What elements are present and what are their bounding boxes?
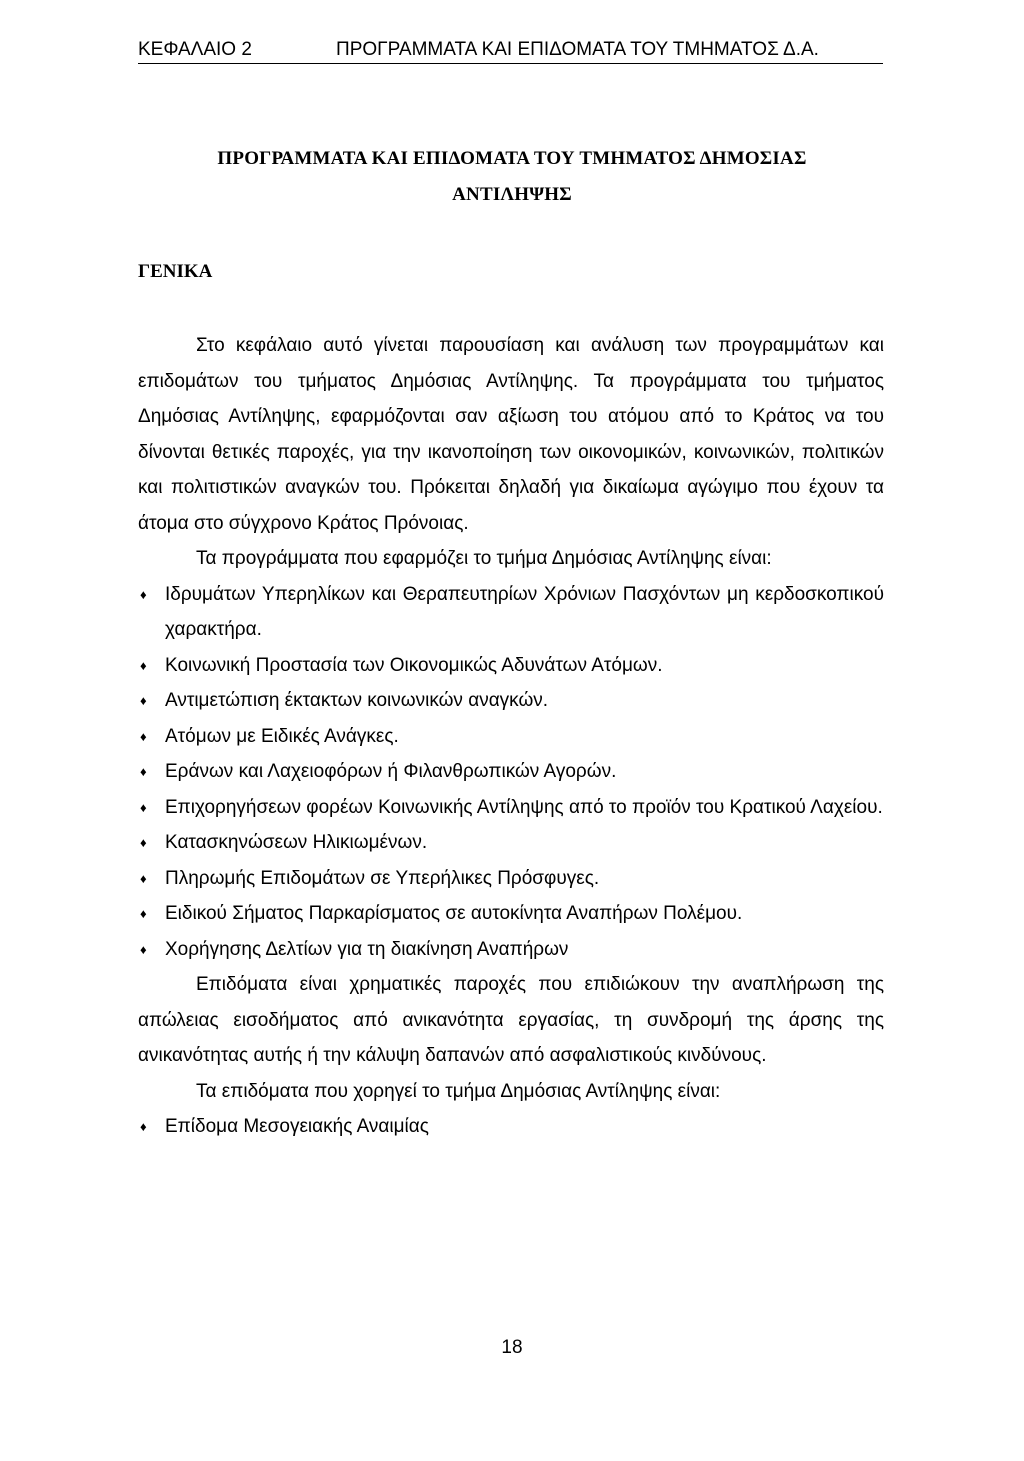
list-item-text: Επιχορηγήσεων φορέων Κοινωνικής Αντίληψης από το προϊόν του Κρατικού Λαχείου. xyxy=(165,796,883,818)
diamond-bullet-icon: ♦ xyxy=(140,657,147,673)
list-item-text: Χορήγησης Δελτίων για τη διακίνηση Αναπήρων xyxy=(165,938,569,960)
diamond-bullet-icon: ♦ xyxy=(140,693,147,708)
list-item xyxy=(138,683,884,719)
diamond-bullet-icon: ♦ xyxy=(140,835,147,850)
allowances-list xyxy=(138,1109,884,1145)
document-title-line-1: ΠΡΟΓΡΑΜΜΑΤΑ ΚΑΙ ΕΠΙΔΟΜΑΤΑ ΤΟΥ ΤΜΗΜΑΤΟΣ ΔΗΜΟΣΙΑΣ xyxy=(217,148,807,169)
list-item xyxy=(138,861,884,897)
list-item xyxy=(138,1109,884,1145)
diamond-bullet-icon: ♦ xyxy=(140,728,147,744)
page-number: 18 xyxy=(501,1337,523,1358)
list-item xyxy=(138,577,884,648)
list-item-text: Ιδρυμάτων Υπερηλίκων και Θεραπευτηρίων Χρόνιων Πασχόντων μη κερδοσκοπικού χαρακτήρα. xyxy=(165,583,884,640)
list-item xyxy=(138,825,884,861)
list-item xyxy=(138,896,884,932)
list-item xyxy=(138,932,884,968)
list-item xyxy=(138,754,884,790)
list-item xyxy=(138,719,884,755)
list-item-text: Ατόμων με Ειδικές Ανάγκες. xyxy=(165,725,399,747)
allowances-definition-paragraph: Επιδόματα είναι χρηματικές παροχές που επιδιώκουν την αναπλήρωση της απώλειας εισοδήματος από ανικανότητα εργασίας, τη συνδρομή της άρσης της ανικανότητας αυτής ή την κάλυψη δαπανών από ασφαλιστικούς κινδύνους. xyxy=(138,974,884,1066)
document-title-line-2: ΑΝΤΙΛΗΨΗΣ xyxy=(452,184,572,205)
diamond-bullet-icon: ♦ xyxy=(140,906,147,921)
programs-list xyxy=(138,577,884,968)
diamond-bullet-icon: ♦ xyxy=(140,799,147,815)
list-item-text: Επίδομα Μεσογειακής Αναιμίας xyxy=(165,1116,429,1137)
body-text xyxy=(138,328,884,1145)
diamond-bullet-icon: ♦ xyxy=(140,586,147,602)
list-item-text: Αντιμετώπιση έκτακτων κοινωνικών αναγκών. xyxy=(165,690,549,711)
running-header-title: ΠΡΟΓΡΑΜΜΑΤΑ ΚΑΙ ΕΠΙΔΟΜΑΤΑ ΤΟΥ ΤΜΗΜΑΤΟΣ Δ.Α. xyxy=(336,39,819,60)
list-item xyxy=(138,790,884,826)
section-heading: ΓΕΝΙΚΑ xyxy=(138,261,213,282)
list-item-text: Πληρωμής Επιδομάτων σε Υπερήλικες Πρόσφυγες. xyxy=(165,867,600,889)
list-item-text: Κοινωνική Προστασία των Οικονομικώς Αδυνάτων Ατόμων. xyxy=(165,654,663,676)
list-item-text: Εράνων και Λαχειοφόρων ή Φιλανθρωπικών Αγορών. xyxy=(165,761,617,782)
list-item-text: Κατασκηνώσεων Ηλικιωμένων. xyxy=(165,832,428,853)
diamond-bullet-icon: ♦ xyxy=(140,1119,147,1134)
diamond-bullet-icon: ♦ xyxy=(140,941,147,957)
running-header xyxy=(138,38,883,64)
chapter-label: ΚΕΦΑΛΑΙΟ 2 xyxy=(138,39,252,60)
programs-intro-paragraph: Τα προγράμματα που εφαρμόζει το τμήμα Δημόσιας Αντίληψης είναι: xyxy=(196,548,772,569)
diamond-bullet-icon: ♦ xyxy=(140,764,147,779)
diamond-bullet-icon: ♦ xyxy=(140,870,147,886)
list-item xyxy=(138,648,884,684)
list-item-text: Ειδικού Σήματος Παρκαρίσματος σε αυτοκίνητα Αναπήρων Πολέμου. xyxy=(165,903,743,924)
intro-paragraph: Στο κεφάλαιο αυτό γίνεται παρουσίαση και ανάλυση των προγραμμάτων και επιδομάτων του τμήματος Δημόσιας Αντίληψης. Τα προγράμματα του τμήματος Δημόσιας Αντίληψης, εφαρμόζονται σαν αξίωση του ατόμου από το Κράτος να του δίνονται θετικές παροχές, για την ικανοποίηση των οικονομικών, κοινωνικών, πολιτικών και πολιτιστικών αναγκών του. Πρόκειται δηλαδή για δικαίωμα αγώγιμο που έχουν τα άτομα στο σύγχρονο Κράτος Πρόνοιας. xyxy=(138,335,884,534)
allowances-intro-paragraph: Τα επιδόματα που χορηγεί το τμήμα Δημόσιας Αντίληψης είναι: xyxy=(196,1080,721,1102)
